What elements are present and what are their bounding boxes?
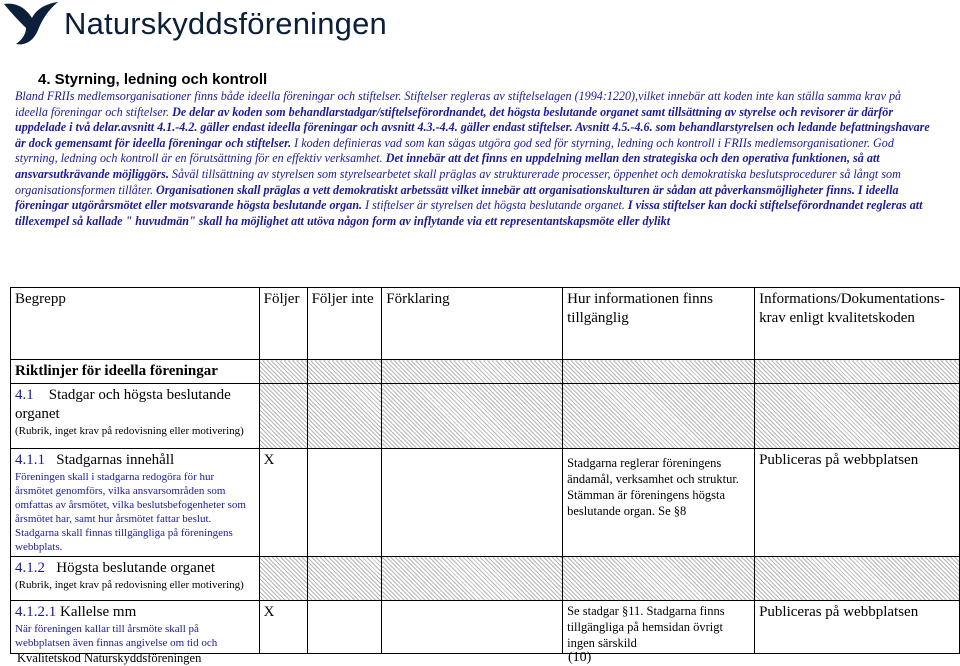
hur-info-cell: Stadgarna reglerar föreningens ändamål, verksamhet och struktur. Stämman är föreningens högsta beslutande organ. Se §8 (563, 449, 755, 557)
forklaring-cell (382, 449, 563, 557)
intro-part: I vissa stiftelser kan docki stiftelseförordnandet regleras att tillexempel så kallade " huvudmän" skall ha möjlighet att utöva någon form av inflytande via ett representantskapsmöte eller dylikt (15, 198, 923, 228)
hatched-cell (259, 360, 307, 384)
table-header-row (11, 288, 960, 360)
section-heading: Stadgarnas innehåll (56, 452, 175, 468)
hatched-cell (563, 557, 755, 601)
intro-part: Organisationen skall präglas a vett demokratiskt arbetssätt vilket innebär att organisationskulturen är sådan att påverkansmöjligheter finns. I ideella föreningar utgörårsmötet eller motsvarande högsta beslutande organ. (15, 182, 899, 213)
row-note: (Rubrik, inget krav på redovisning eller motivering) (15, 579, 244, 591)
hatched-cell (382, 384, 563, 449)
table-row (11, 557, 960, 601)
intro-part: Bland FRIIs medlemsorganisationer finns både ideella föreningar och stiftelser. Stiftelser regleras av stiftelselagen (1994:1220),vilket innebär att koden inte kan ställa samma krav på ideella föreningar och stiftelser. (15, 89, 902, 119)
hatched-cell (563, 384, 755, 449)
krav-cell: Publiceras på webbplatsen (755, 449, 960, 557)
header-hur-info: Hur informationen finns tillgänglig (563, 288, 755, 360)
section-heading: Högsta beslutande organet (56, 560, 216, 576)
header-forklaring: Förklaring (382, 288, 563, 360)
intro-paragraph (15, 89, 930, 229)
hatched-cell (259, 384, 307, 449)
hatched-cell (563, 360, 755, 384)
hur-info-cell: Se stadgar §11. Stadgarna finns tillgängliga på hemsidan övrigt ingen särskild (563, 601, 755, 654)
hatched-cell (307, 384, 382, 449)
page-number: (10) (568, 650, 592, 665)
footer-text: Kvalitetskod Naturskyddsföreningen (17, 651, 202, 665)
foljer-inte-cell (307, 601, 382, 654)
section-heading: Stadgar och högsta beslutande organet (15, 387, 231, 422)
hatched-cell (755, 360, 960, 384)
row-text: När föreningen kallar till årsmöte skall på webbplatsen även finnas angivelse om tid och (15, 623, 218, 649)
hatched-cell (755, 384, 960, 449)
table-row (11, 360, 960, 384)
hatched-cell (307, 360, 382, 384)
row-4-1-1 (11, 449, 260, 557)
intro-part: Såväl tillsättning av styrelsen som styrelsearbetet skall präglas av strukturerade processer, öppenhet och demokratiska beslutsprocedurer så långt som organisationsformen tillåter. (15, 166, 901, 197)
logo-text: Naturskyddsföreningen (64, 6, 387, 41)
hatched-cell (755, 557, 960, 601)
section-heading: Kallelse mm (60, 604, 137, 620)
section-number: 4.1.1 (15, 452, 45, 468)
intro-part: I koden definieras vad som kan sägas utgöra god sed för styrning, ledning och kontroll i FRIIs medlemsorganisationer. God styrning, ledning och kontroll är en förutsättning för en effektiv verksamhet. (15, 135, 894, 166)
intro-part: Det innebär att det finns en uppdelning mellan den strategiska och den operativa funktionen, så att ansvarsutkrävande möjliggörs. (15, 151, 880, 181)
hatched-cell (259, 557, 307, 601)
krav-cell: Publiceras på webbplatsen (755, 601, 960, 654)
row-4-1-2 (11, 557, 260, 601)
section-number: 4.1.2 (15, 560, 45, 576)
header-krav: Informations/Dokumentations-krav enligt kvalitetskoden (755, 288, 960, 360)
row-4-1-2-1 (11, 601, 260, 654)
riktlinjer-heading: Riktlinjer för ideella föreningar (11, 360, 260, 384)
header-foljer: Följer (259, 288, 307, 360)
bird-logo-icon (2, 0, 60, 46)
section-number: 4.1.2.1 (15, 604, 57, 620)
section-number: 4.1 (15, 387, 34, 403)
table-row (11, 601, 960, 654)
section-title: 4. Styrning, ledning och kontroll (38, 71, 268, 88)
table-row (11, 384, 960, 449)
intro-part: I stiftelser är styrelsen det högsta beslutande organet. (362, 198, 625, 213)
foljer-mark: X (259, 449, 307, 557)
header-foljer-inte: Följer inte (307, 288, 382, 360)
hatched-cell (382, 360, 563, 384)
hatched-cell (382, 557, 563, 601)
intro-part: De delar av koden som behandlarstadgar/stiftelseförordnandet, det högsta beslutande organet samt tillsättning av styrelse och revisorer är därför uppdelade i två delar.avsnitt 4.1.-4.2. gäller endast ideella föreningar och avsnitt 4.3.-4.4. gäller endast stiftelser. Avsnitt 4.5.-4.6. som behandlarstyrelsen och ledande befattningshavare är dock gemensamt för ideella föreningar och stiftelser. (15, 104, 930, 150)
table-row (11, 449, 960, 557)
logo (0, 0, 520, 48)
row-text: Föreningen skall i stadgarna redogöra för hur årsmötet genomförs, vilka ansvarsområden som omfattas av årsmötet, vilka beslutsbefogenheter som årsmötet har, samt hur årsmötet fattar beslut. Stadgarna skall finnas tillgängliga på föreningens webbplats. (15, 471, 246, 553)
row-4-1 (11, 384, 260, 449)
row-note: (Rubrik, inget krav på redovisning eller motivering) (15, 425, 244, 437)
foljer-inte-cell (307, 449, 382, 557)
hatched-cell (307, 557, 382, 601)
foljer-mark: X (259, 601, 307, 654)
code-table (10, 287, 960, 654)
header-begrepp: Begrepp (11, 288, 260, 360)
forklaring-cell (382, 601, 563, 654)
